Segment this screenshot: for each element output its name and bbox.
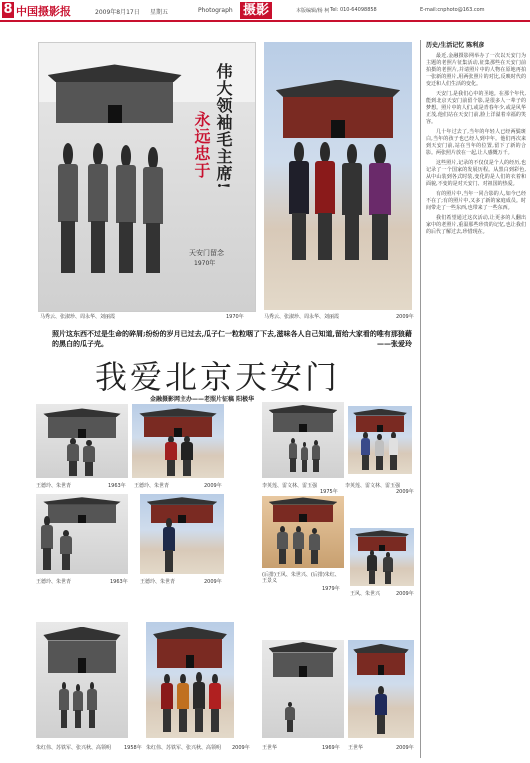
- feature-byline: 金融摄影网主办——老照片征稿 阳极华: [150, 396, 255, 403]
- article-paragraph: 有的照片中,当年一同合影的人,如今已经不在了;有的照片中,又多了新的家庭成员。时间带走了一些东西,也带来了一些东西。: [426, 191, 526, 211]
- article-paragraph: 我们希望通过这次活动,让更多的人翻出家中的老照片,重温那些珍贵的记忆,也让我们的后代了解过去,珍惜现在。: [426, 215, 526, 235]
- person: [66, 438, 80, 476]
- person: [300, 442, 309, 472]
- photo-pair-old: [36, 404, 128, 478]
- person: [40, 516, 54, 570]
- article-paragraph: 几十年过去了,当年的年轻人已经两鬓斑白,当年的孩子也已经人到中年。他们再次来到天安门前,站在当年的位置,留下了新的合影。两张照片放在一起,让人感慨万千。: [426, 129, 526, 156]
- person: [284, 702, 296, 732]
- photo-caption: 王世华: [262, 745, 278, 751]
- photo-caption: 朱红伟、苏铁军、张兴秋、高领明: [146, 745, 222, 751]
- person: [162, 518, 176, 572]
- phone: Tel: 010-64098858: [330, 7, 377, 13]
- person: [292, 526, 305, 564]
- person: [312, 142, 338, 260]
- photo-caption: 马秀云、张淑珍、周永华、刘丽霞: [40, 314, 116, 320]
- page-header: [0, 0, 530, 22]
- section-english: Photograph: [198, 7, 233, 14]
- photo-caption: 马秀云、张淑珍、周永华、刘丽霞: [264, 314, 340, 320]
- person: [382, 552, 394, 584]
- photo-stamp-date: 1970年: [194, 260, 216, 267]
- person: [374, 434, 385, 470]
- photo-pair-new: [348, 406, 412, 474]
- photo-pair-new: [350, 528, 414, 586]
- photo-year: 1970年: [226, 314, 244, 320]
- person: [286, 142, 312, 260]
- photo-caption: 朱红伟、苏铁军、张兴秋、高领明: [36, 745, 112, 751]
- photo-year: 2009年: [396, 745, 414, 751]
- photo-year: 2009年: [396, 489, 414, 495]
- person: [85, 143, 111, 273]
- article-heading: 历史/生活记忆 陈利彦: [426, 42, 485, 49]
- newspaper-name: 中国摄影报: [16, 5, 71, 18]
- person: [311, 440, 321, 472]
- person: [180, 436, 194, 476]
- person: [288, 438, 298, 472]
- photo-caption: 李英莲、雷文林、雷玉强: [262, 483, 318, 489]
- photo-caption: 王德玲、朱世青: [36, 483, 72, 489]
- photo-stamp: 天安门留念: [189, 249, 224, 257]
- article-paragraph: 天安门,是我们心中的圣地。在那个年代,能到北京天安门前留个影,是很多人一辈子的梦想。照片中的人们,或是青春年少,或是风华正茂,他们站在天安门前,脸上洋溢着幸福的笑容。: [426, 91, 526, 125]
- photo-pair-old: [36, 622, 128, 738]
- quote-signature: ——张爱玲: [377, 339, 412, 348]
- person: [141, 147, 165, 273]
- photo-pair-old: [262, 402, 344, 478]
- photo-year: 2009年: [232, 745, 250, 751]
- person: [360, 432, 371, 470]
- person: [340, 144, 364, 260]
- photo-caption: 李英莲、雷文林、雷玉强: [345, 483, 401, 489]
- person: [366, 144, 394, 260]
- photo-caption: 王德玲、朱世青: [36, 579, 72, 585]
- photo-year: 1979年: [322, 586, 340, 592]
- person: [276, 526, 289, 564]
- photo-year: 2009年: [396, 591, 414, 597]
- photo-year: 1963年: [110, 579, 128, 585]
- photo-pair-new: [146, 622, 234, 738]
- article-paragraph: 最近,金融摄影网举办了一次以天安门为主题的老照片征集活动,征集那些在天安门前拍摄的老照片,并请照片中的人物在原地再拍一张新的照片,用两张照片的对比,反映时代的变迁和人们生活的变化。: [426, 53, 526, 87]
- photo-year: 2009年: [204, 579, 222, 585]
- article-paragraph: 这些照片,记录的不仅仅是个人的经历,也记录了一个国家的发展历程。从黑白到彩色,从中山装到各式时装,变化的是人们的衣着和面貌,不变的是对天安门、对祖国的热爱。: [426, 160, 526, 187]
- photo-caption: 王风、朱世兴: [350, 591, 381, 597]
- photo-pair-old: [262, 640, 344, 738]
- photo-pair-old: [36, 494, 128, 574]
- photo-caption: 王世华: [348, 745, 364, 751]
- photo-1970-group: [38, 42, 256, 312]
- quote-block: [52, 329, 412, 349]
- person: [164, 436, 178, 476]
- photo-caption: (后排)王风、朱世兴、(后排)朱红、王景义: [262, 572, 340, 584]
- photo-caption: 王德玲、朱世青: [134, 483, 170, 489]
- photo-pair-new: [348, 640, 414, 738]
- issue-date: 2009年8月17日: [95, 9, 140, 16]
- calligraphy-slogan: 伟大领袖毛主席!: [214, 63, 233, 191]
- column-divider: [420, 40, 421, 758]
- person: [160, 674, 174, 732]
- quote-text: 照片这东西不过是生命的碎屑;纷纷的岁月已过去,瓜子仁一粒粒咽了下去,滋味各人自己知道,留给大家看的唯有那狼藉的黑白的瓜子壳。: [52, 329, 412, 348]
- person: [55, 143, 81, 273]
- person: [82, 440, 96, 476]
- page-number: 8: [3, 2, 13, 17]
- person: [58, 530, 74, 570]
- photo-year: 2009年: [204, 483, 222, 489]
- person: [308, 528, 321, 564]
- person: [113, 145, 139, 273]
- photo-year: 1975年: [320, 489, 338, 495]
- person: [176, 674, 190, 732]
- editor-credit: 本版编辑/杨 柯: [296, 8, 330, 14]
- photo-2009-group: [264, 42, 412, 310]
- person: [208, 674, 222, 732]
- person: [72, 684, 84, 728]
- photo-year: 2009年: [396, 314, 414, 320]
- section-title: 摄影: [240, 2, 272, 19]
- photo-pair-new: [132, 404, 224, 478]
- photo-year: 1958年: [124, 745, 142, 751]
- photo-pair-new: [140, 494, 224, 574]
- feature-title: 我爱北京天安门: [95, 358, 341, 396]
- header-rule: [0, 20, 530, 22]
- person: [192, 672, 206, 732]
- photo-pair-old: [262, 496, 344, 568]
- person: [86, 682, 98, 728]
- photo-year: 1963年: [108, 483, 126, 489]
- email: E-mail:cnphoto@163.com: [420, 7, 485, 13]
- calligraphy-slogan-2: 永远忠于: [192, 111, 211, 179]
- person: [58, 682, 70, 728]
- photo-year: 1969年: [322, 745, 340, 751]
- person: [374, 686, 388, 734]
- issue-weekday: 星期五: [150, 9, 169, 16]
- photo-caption: 王德玲、朱世青: [140, 579, 176, 585]
- person: [388, 432, 399, 470]
- person: [366, 550, 378, 584]
- article-column: [426, 40, 526, 758]
